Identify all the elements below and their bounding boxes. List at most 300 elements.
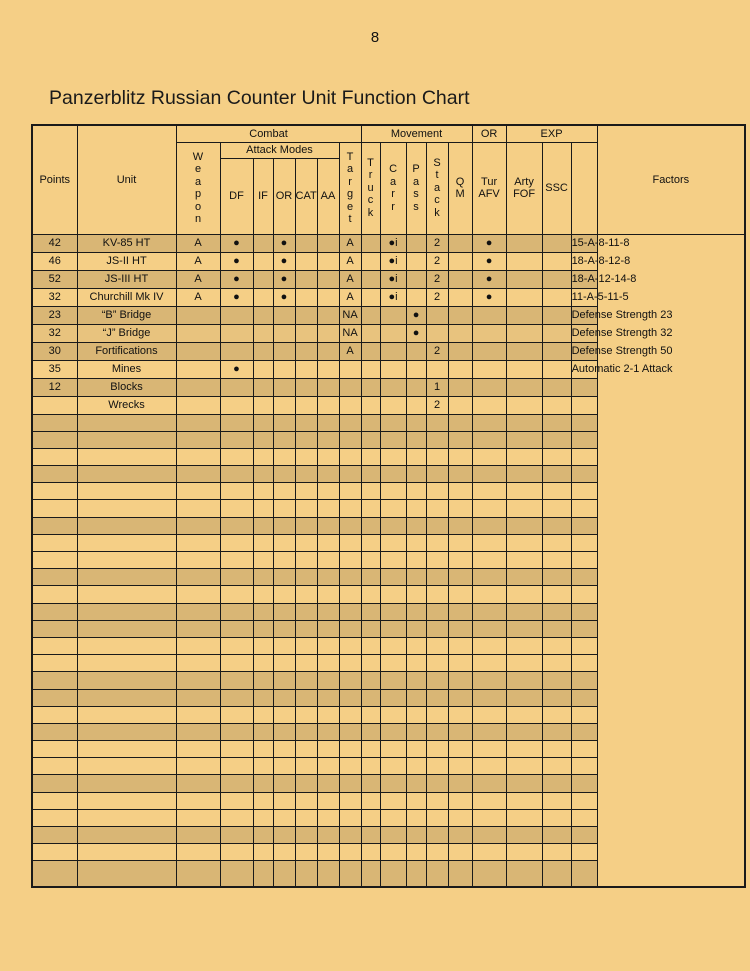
empty-cell — [176, 448, 220, 465]
empty-cell — [472, 534, 506, 551]
empty-cell — [571, 861, 597, 887]
empty-cell — [506, 431, 542, 448]
empty-cell — [176, 809, 220, 826]
carr-header: C a r r — [380, 142, 406, 234]
cell-if — [253, 396, 273, 414]
cell-truck — [361, 378, 380, 396]
empty-cell — [32, 723, 77, 740]
empty-cell — [361, 792, 380, 809]
empty-cell — [472, 809, 506, 826]
table-row — [32, 342, 745, 360]
empty-cell — [295, 552, 317, 569]
empty-cell — [273, 620, 295, 637]
cell-or: ● — [273, 234, 295, 252]
cell-aa — [317, 306, 339, 324]
empty-cell — [506, 517, 542, 534]
empty-cell — [32, 414, 77, 431]
empty-row — [32, 431, 745, 448]
empty-cell — [406, 414, 426, 431]
empty-cell — [176, 414, 220, 431]
empty-cell — [220, 861, 253, 887]
empty-cell — [406, 448, 426, 465]
empty-cell — [406, 517, 426, 534]
empty-cell — [220, 620, 253, 637]
empty-cell — [542, 792, 571, 809]
empty-cell — [253, 483, 273, 500]
cell-pass — [406, 252, 426, 270]
empty-cell — [273, 483, 295, 500]
empty-cell — [361, 655, 380, 672]
empty-cell — [273, 500, 295, 517]
empty-row — [32, 534, 745, 551]
cell-ssc — [542, 342, 571, 360]
cell-qm — [448, 234, 472, 252]
empty-cell — [426, 517, 448, 534]
empty-cell — [448, 603, 472, 620]
empty-cell — [361, 414, 380, 431]
empty-cell — [317, 792, 339, 809]
cell-truck — [361, 252, 380, 270]
empty-cell — [220, 483, 253, 500]
empty-cell — [361, 672, 380, 689]
empty-cell — [426, 809, 448, 826]
empty-cell — [220, 844, 253, 861]
empty-cell — [380, 586, 406, 603]
empty-cell — [542, 466, 571, 483]
empty-cell — [295, 775, 317, 792]
empty-cell — [406, 689, 426, 706]
empty-cell — [506, 620, 542, 637]
cell-pass — [406, 270, 426, 288]
empty-cell — [380, 448, 406, 465]
cell-if — [253, 342, 273, 360]
cell-or — [273, 342, 295, 360]
empty-cell — [380, 517, 406, 534]
empty-cell — [253, 689, 273, 706]
empty-cell — [32, 603, 77, 620]
cell-ssc — [542, 306, 571, 324]
empty-cell — [295, 861, 317, 887]
empty-cell — [406, 603, 426, 620]
or-group-header: OR — [472, 125, 506, 142]
cell-aa — [317, 252, 339, 270]
empty-cell — [253, 500, 273, 517]
empty-cell — [542, 723, 571, 740]
empty-cell — [406, 483, 426, 500]
empty-cell — [32, 672, 77, 689]
empty-cell — [77, 706, 176, 723]
cell-df — [220, 306, 253, 324]
cell-truck — [361, 324, 380, 342]
empty-cell — [77, 500, 176, 517]
cell-tur: ● — [472, 234, 506, 252]
factors-header: Factors — [597, 125, 745, 234]
empty-cell — [472, 861, 506, 887]
empty-cell — [32, 809, 77, 826]
empty-cell — [295, 517, 317, 534]
empty-cell — [426, 552, 448, 569]
empty-cell — [32, 637, 77, 654]
empty-cell — [317, 603, 339, 620]
empty-row — [32, 552, 745, 569]
combat-header: Combat — [176, 125, 361, 142]
cell-ssc — [542, 378, 571, 396]
empty-cell — [220, 534, 253, 551]
empty-cell — [339, 483, 361, 500]
empty-cell — [317, 741, 339, 758]
if-header: IF — [253, 158, 273, 234]
empty-cell — [380, 655, 406, 672]
cell-df — [220, 342, 253, 360]
cell-qm — [448, 306, 472, 324]
empty-cell — [253, 827, 273, 844]
cell-qm — [448, 324, 472, 342]
empty-cell — [426, 414, 448, 431]
empty-cell — [77, 448, 176, 465]
cell-tur — [472, 306, 506, 324]
cell-carr — [380, 342, 406, 360]
empty-cell — [542, 569, 571, 586]
empty-cell — [317, 861, 339, 887]
empty-cell — [253, 603, 273, 620]
empty-cell — [406, 792, 426, 809]
exp-header: EXP — [506, 125, 597, 142]
cell-weapon — [176, 306, 220, 324]
cell-pass — [406, 378, 426, 396]
empty-cell — [426, 689, 448, 706]
empty-cell — [339, 672, 361, 689]
empty-cell — [426, 569, 448, 586]
empty-cell — [253, 706, 273, 723]
empty-cell — [571, 741, 597, 758]
cell-tur — [472, 342, 506, 360]
empty-cell — [406, 586, 426, 603]
empty-cell — [339, 586, 361, 603]
empty-cell — [77, 569, 176, 586]
empty-cell — [380, 758, 406, 775]
empty-cell — [506, 552, 542, 569]
empty-cell — [448, 500, 472, 517]
empty-cell — [77, 741, 176, 758]
cell-qm — [448, 378, 472, 396]
empty-cell — [542, 637, 571, 654]
cell-pass — [406, 396, 426, 414]
empty-cell — [380, 620, 406, 637]
cell-df: ● — [220, 270, 253, 288]
cell-weapon — [176, 342, 220, 360]
empty-row — [32, 517, 745, 534]
empty-cell — [176, 620, 220, 637]
empty-cell — [339, 844, 361, 861]
empty-cell — [317, 672, 339, 689]
empty-cell — [448, 414, 472, 431]
empty-cell — [339, 809, 361, 826]
empty-cell — [472, 758, 506, 775]
empty-cell — [32, 586, 77, 603]
cell-or: ● — [273, 288, 295, 306]
empty-cell — [571, 603, 597, 620]
empty-cell — [32, 706, 77, 723]
empty-cell — [506, 569, 542, 586]
empty-cell — [542, 414, 571, 431]
empty-cell — [361, 706, 380, 723]
empty-cell — [176, 466, 220, 483]
empty-cell — [426, 534, 448, 551]
empty-cell — [361, 637, 380, 654]
cell-df — [220, 396, 253, 414]
cell-arty — [506, 252, 542, 270]
empty-cell — [77, 552, 176, 569]
cell-or — [273, 324, 295, 342]
stack-header: S t a c k — [426, 142, 448, 234]
empty-cell — [273, 758, 295, 775]
empty-cell — [571, 414, 597, 431]
empty-cell — [295, 809, 317, 826]
empty-cell — [506, 500, 542, 517]
empty-cell — [380, 483, 406, 500]
arty-fof-header: Arty FOF — [506, 142, 542, 234]
empty-cell — [472, 706, 506, 723]
cell-or: ● — [273, 270, 295, 288]
empty-cell — [339, 827, 361, 844]
cell-points: 12 — [32, 378, 77, 396]
empty-cell — [542, 603, 571, 620]
empty-cell — [77, 861, 176, 887]
empty-cell — [406, 466, 426, 483]
cell-tur: ● — [472, 270, 506, 288]
empty-cell — [448, 483, 472, 500]
cell-stack: 1 — [426, 378, 448, 396]
empty-cell — [339, 741, 361, 758]
empty-cell — [176, 637, 220, 654]
cell-df: ● — [220, 234, 253, 252]
empty-cell — [571, 466, 597, 483]
empty-cell — [77, 620, 176, 637]
empty-cell — [253, 758, 273, 775]
empty-cell — [295, 603, 317, 620]
empty-cell — [253, 448, 273, 465]
cell-weapon — [176, 324, 220, 342]
empty-cell — [339, 448, 361, 465]
empty-cell — [542, 534, 571, 551]
cell-stack — [426, 306, 448, 324]
movement-header: Movement — [361, 125, 472, 142]
cell-truck — [361, 234, 380, 252]
empty-cell — [506, 775, 542, 792]
empty-cell — [380, 827, 406, 844]
cell-aa — [317, 288, 339, 306]
empty-cell — [426, 792, 448, 809]
empty-cell — [426, 620, 448, 637]
empty-cell — [506, 689, 542, 706]
empty-cell — [273, 706, 295, 723]
empty-cell — [571, 706, 597, 723]
empty-cell — [506, 655, 542, 672]
empty-cell — [32, 483, 77, 500]
empty-cell — [506, 792, 542, 809]
empty-cell — [472, 448, 506, 465]
empty-cell — [176, 483, 220, 500]
empty-cell — [448, 586, 472, 603]
empty-cell — [32, 431, 77, 448]
tur-afv-header: Tur AFV — [472, 142, 506, 234]
empty-cell — [32, 741, 77, 758]
cell-if — [253, 324, 273, 342]
empty-cell — [317, 827, 339, 844]
empty-row — [32, 741, 745, 758]
empty-cell — [77, 414, 176, 431]
empty-cell — [295, 534, 317, 551]
cell-aa — [317, 342, 339, 360]
empty-cell — [317, 775, 339, 792]
empty-cell — [361, 689, 380, 706]
empty-cell — [295, 414, 317, 431]
empty-cell — [220, 792, 253, 809]
empty-cell — [253, 466, 273, 483]
empty-cell — [571, 448, 597, 465]
cell-cat — [295, 252, 317, 270]
empty-cell — [253, 723, 273, 740]
empty-cell — [448, 827, 472, 844]
empty-cell — [542, 552, 571, 569]
cell-truck — [361, 306, 380, 324]
empty-cell — [32, 844, 77, 861]
truck-header: T r u c k — [361, 142, 380, 234]
weapon-header: W e a p o n — [176, 142, 220, 234]
empty-cell — [448, 792, 472, 809]
empty-cell — [448, 569, 472, 586]
empty-cell — [472, 637, 506, 654]
cell-carr: ●i — [380, 234, 406, 252]
cell-factors — [571, 378, 597, 396]
cell-qm — [448, 288, 472, 306]
cell-ssc — [542, 252, 571, 270]
empty-cell — [361, 809, 380, 826]
empty-cell — [380, 552, 406, 569]
empty-cell — [295, 792, 317, 809]
empty-cell — [571, 672, 597, 689]
empty-cell — [176, 861, 220, 887]
empty-cell — [273, 689, 295, 706]
empty-cell — [317, 552, 339, 569]
empty-cell — [220, 723, 253, 740]
empty-cell — [32, 827, 77, 844]
cell-arty — [506, 306, 542, 324]
empty-cell — [361, 620, 380, 637]
empty-cell — [380, 809, 406, 826]
empty-cell — [406, 723, 426, 740]
empty-cell — [361, 775, 380, 792]
table-row — [32, 234, 745, 252]
empty-cell — [380, 706, 406, 723]
empty-cell — [317, 569, 339, 586]
cell-weapon — [176, 396, 220, 414]
cell-tur — [472, 378, 506, 396]
cell-arty — [506, 234, 542, 252]
empty-cell — [339, 620, 361, 637]
empty-row — [32, 758, 745, 775]
cell-df: ● — [220, 360, 253, 378]
empty-cell — [448, 844, 472, 861]
empty-cell — [77, 792, 176, 809]
empty-cell — [176, 569, 220, 586]
cell-stack: 2 — [426, 288, 448, 306]
empty-cell — [406, 620, 426, 637]
empty-cell — [317, 534, 339, 551]
empty-cell — [406, 775, 426, 792]
empty-cell — [571, 655, 597, 672]
empty-cell — [317, 844, 339, 861]
empty-cell — [273, 792, 295, 809]
cell-arty — [506, 396, 542, 414]
empty-cell — [406, 758, 426, 775]
empty-cell — [542, 672, 571, 689]
cell-target: A — [339, 234, 361, 252]
cell-carr — [380, 378, 406, 396]
empty-cell — [295, 431, 317, 448]
empty-cell — [220, 586, 253, 603]
empty-row — [32, 844, 745, 861]
empty-cell — [295, 569, 317, 586]
empty-cell — [77, 637, 176, 654]
cell-pass: ● — [406, 306, 426, 324]
empty-cell — [317, 809, 339, 826]
cell-tur — [472, 360, 506, 378]
empty-cell — [220, 706, 253, 723]
empty-cell — [253, 517, 273, 534]
cell-stack — [426, 360, 448, 378]
empty-cell — [176, 655, 220, 672]
empty-cell — [273, 552, 295, 569]
empty-cell — [317, 586, 339, 603]
cell-ssc — [542, 234, 571, 252]
empty-cell — [295, 741, 317, 758]
empty-cell — [426, 448, 448, 465]
empty-cell — [506, 603, 542, 620]
cell-target: A — [339, 342, 361, 360]
empty-row — [32, 637, 745, 654]
empty-cell — [220, 603, 253, 620]
empty-cell — [571, 431, 597, 448]
empty-row — [32, 414, 745, 431]
cell-if — [253, 234, 273, 252]
empty-cell — [426, 844, 448, 861]
cell-cat — [295, 378, 317, 396]
cell-df: ● — [220, 252, 253, 270]
cell-carr — [380, 324, 406, 342]
empty-cell — [472, 620, 506, 637]
empty-cell — [472, 569, 506, 586]
empty-cell — [339, 637, 361, 654]
empty-cell — [380, 861, 406, 887]
empty-cell — [317, 500, 339, 517]
empty-cell — [448, 620, 472, 637]
qm-header: Q M — [448, 142, 472, 234]
empty-cell — [506, 483, 542, 500]
page-number: 8 — [370, 30, 380, 47]
empty-cell — [339, 723, 361, 740]
empty-cell — [295, 466, 317, 483]
empty-cell — [176, 586, 220, 603]
empty-cell — [32, 689, 77, 706]
empty-row — [32, 861, 745, 887]
cell-unit: “B” Bridge — [77, 306, 176, 324]
attack-modes-header: Attack Modes — [220, 142, 339, 158]
cell-df: ● — [220, 288, 253, 306]
empty-cell — [77, 689, 176, 706]
cell-tur: ● — [472, 252, 506, 270]
empty-cell — [253, 414, 273, 431]
